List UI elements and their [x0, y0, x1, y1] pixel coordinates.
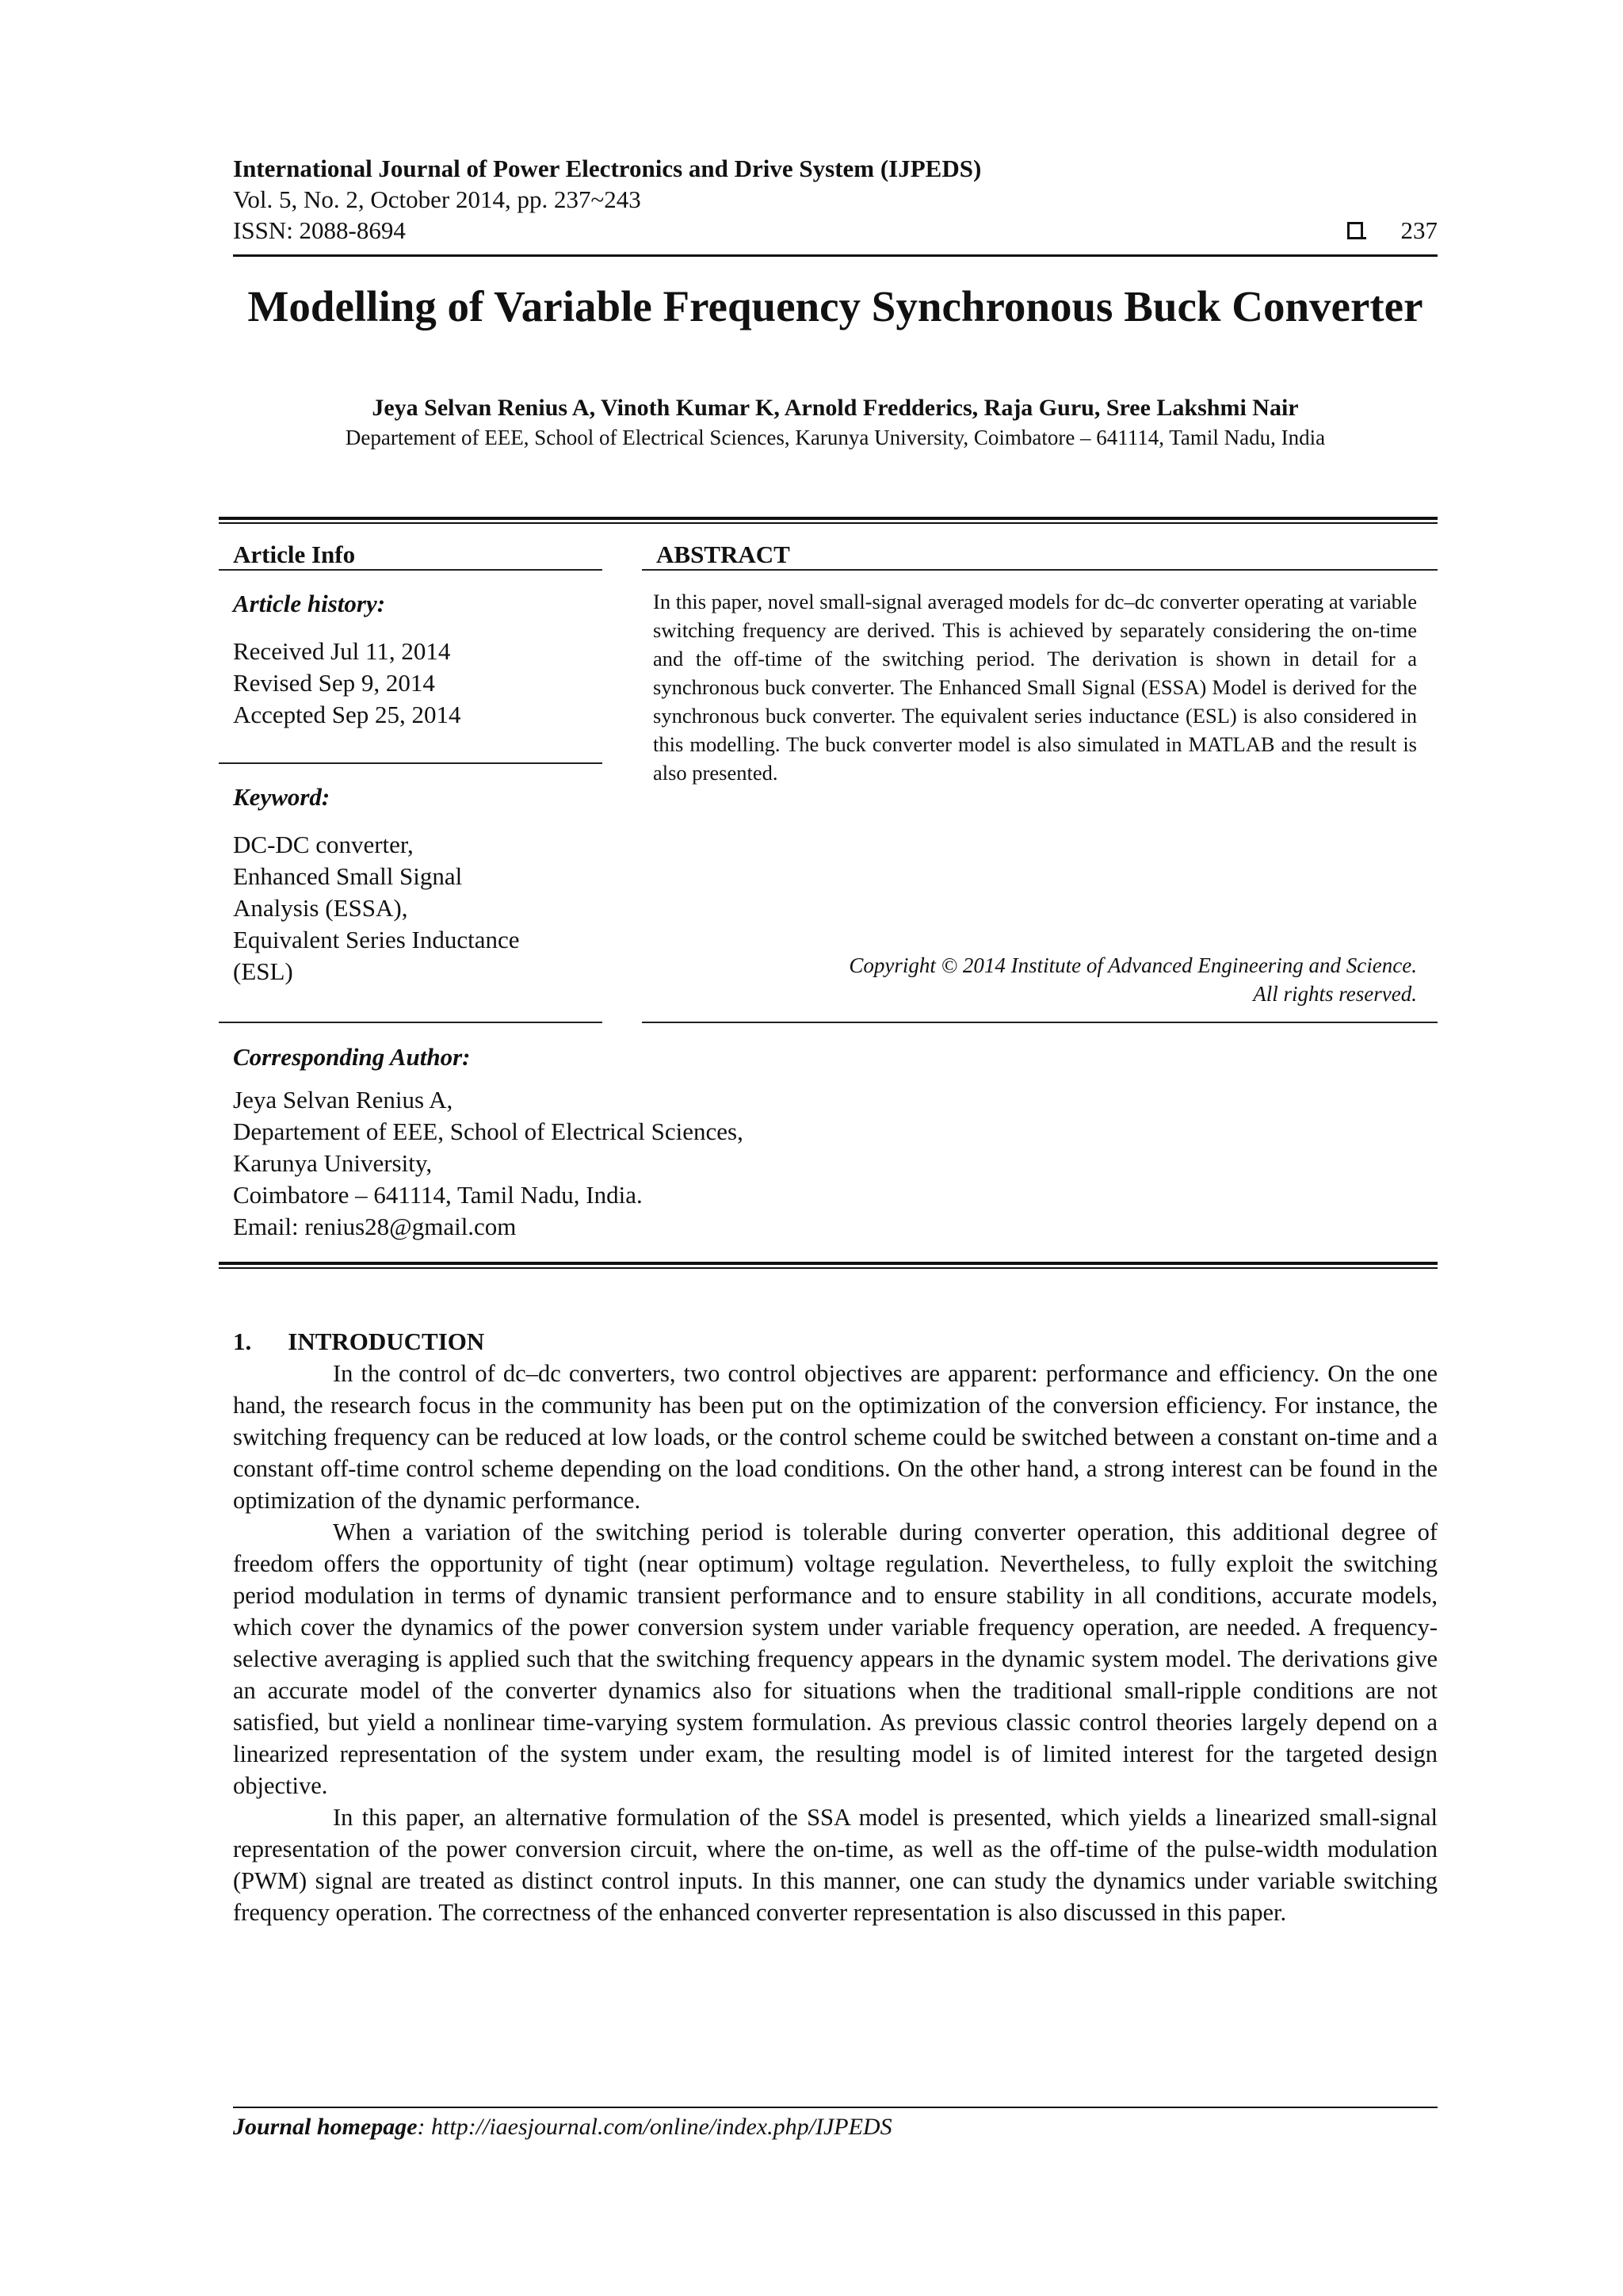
corresponding-author-label: Corresponding Author:	[233, 1043, 471, 1071]
abstract-rule	[642, 569, 1438, 571]
keyword-item: Enhanced Small Signal	[233, 862, 463, 890]
keyword-item: DC-DC converter,	[233, 831, 414, 858]
corresponding-author-details	[233, 1084, 946, 1243]
homepage-label: Journal homepage	[233, 2114, 418, 2140]
abstract-text: In this paper, novel small-signal averaged models for dc–dc converter operating at variable switching frequency are derived. This is achieved by separately considering the on-time and the off-time of the switching period. The derivation is shown in detail for a synchronous buck converter. The Enhanced Small Signal (ESSA) Model is derived for the synchronous buck converter. The equivalent series inductance (ESL) is also considered in this modelling. The buck converter model is also simulated in MATLAB and the result is also presented.	[653, 590, 1417, 785]
paragraph: When a variation of the switching period is tolerable during converter operation, this additional degree of freedom offers the opportunity of tight (near optimum) voltage regulation. Nevertheless, to fully exploit the switching period modulation in terms of dynamic transient performance and to ensure stability in all conditions, accurate models, which cover the dynamics of the power conversion system under variable frequency operation, are needed. A frequency-selective averaging is applied such that the switching frequency appears in the dynamic system model. The derivations give an accurate model of the converter dynamics also for situations when the traditional small-ripple conditions are not satisfied, but yield a nonlinear time-varying system formulation. As previous classic control theories largely depend on a linearized representation of the system under exam, the resulting model is of limited interest for the targeted design objective.	[233, 1519, 1438, 1799]
corresponding-department: Departement of EEE, School of Electrical Sciences,	[233, 1117, 743, 1145]
affiliation: Departement of EEE, School of Electrical Sciences, Karunya University, Coimbatore – 641114, Tamil Nadu, India	[345, 426, 1326, 449]
introduction-heading	[233, 1326, 484, 1358]
introduction-body	[233, 1358, 1438, 1928]
authors: Jeya Selvan Renius A, Vinoth Kumar K, Arnold Fredderics, Raja Guru, Sree Lakshmi Nair	[372, 395, 1299, 421]
paper-title: Modelling of Variable Frequency Synchronous Buck Converter	[247, 282, 1423, 330]
issn: ISSN: 2088-8694	[233, 216, 406, 244]
corresponding-email: Email: renius28@gmail.com	[233, 1213, 517, 1240]
abstract-heading: ABSTRACT	[656, 541, 790, 568]
paragraph: In this paper, an alternative formulation of the SSA model is presented, which yields a linearized small-signal representation of the power conversion circuit, where the on-time, as well as the off-time of the pulse-width modulation (PWM) signal are treated as distinct control inputs. In this manner, one can study the dynamics under variable switching frequency operation. The correctness of the enhanced converter representation is also discussed in this paper.	[233, 1804, 1438, 1926]
volume-info: Vol. 5, No. 2, October 2014, pp. 237~243	[233, 185, 641, 213]
journal-homepage	[233, 2111, 892, 2143]
article-info-heading: Article Info	[233, 541, 356, 568]
header-rule	[233, 254, 1438, 257]
corresponding-address: Coimbatore – 641114, Tamil Nadu, India.	[233, 1181, 643, 1209]
received-date: Received Jul 11, 2014	[233, 637, 451, 665]
corresponding-university: Karunya University,	[233, 1149, 433, 1177]
revised-date: Revised Sep 9, 2014	[233, 669, 435, 697]
keyword-item: (ESL)	[233, 957, 293, 985]
section-number: 1.	[233, 1328, 252, 1355]
journal-name: International Journal of Power Electronics and Drive System (IJPEDS)	[233, 155, 982, 182]
article-history-label: Article history:	[233, 590, 386, 617]
keyword-item: Analysis (ESSA),	[233, 894, 408, 922]
copyright-rights: All rights reserved.	[1253, 982, 1417, 1006]
section-divider-top	[219, 517, 1438, 524]
page-number: 237	[1400, 216, 1438, 244]
copyright	[653, 951, 1417, 1008]
keyword-item: Equivalent Series Inductance	[233, 926, 520, 953]
homepage-url[interactable]: : http://iaesjournal.com/online/index.php/IJPEDS	[417, 2114, 892, 2140]
copyright-line: Copyright © 2014 Institute of Advanced Engineering and Science.	[849, 953, 1417, 977]
keyword-rule	[219, 762, 602, 764]
article-history	[233, 636, 590, 731]
keyword-list	[233, 829, 590, 988]
article-info-rule	[219, 569, 602, 571]
article-info-bottom-rule	[219, 1022, 602, 1023]
accepted-date: Accepted Sep 25, 2014	[233, 701, 461, 728]
footer-rule	[233, 2107, 1438, 2108]
section-divider-bottom	[219, 1262, 1438, 1269]
section-title: INTRODUCTION	[288, 1328, 485, 1355]
corresponding-name: Jeya Selvan Renius A,	[233, 1086, 453, 1114]
checkbox-square-icon	[1347, 222, 1363, 239]
keyword-label: Keyword:	[233, 783, 330, 811]
abstract-bottom-rule	[642, 1022, 1438, 1023]
page-number-group	[1347, 215, 1438, 246]
paragraph: In the control of dc–dc converters, two control objectives are apparent: performance and efficiency. On the one hand, the research focus in the community has been put on the optimization of the conversion efficiency. For instance, the switching frequency can be reduced at low loads, or the control scheme could be switched between a constant on-time and a constant off-time control scheme depending on the load conditions. On the other hand, a strong interest can be found in the optimization of the dynamic performance.	[233, 1360, 1438, 1514]
